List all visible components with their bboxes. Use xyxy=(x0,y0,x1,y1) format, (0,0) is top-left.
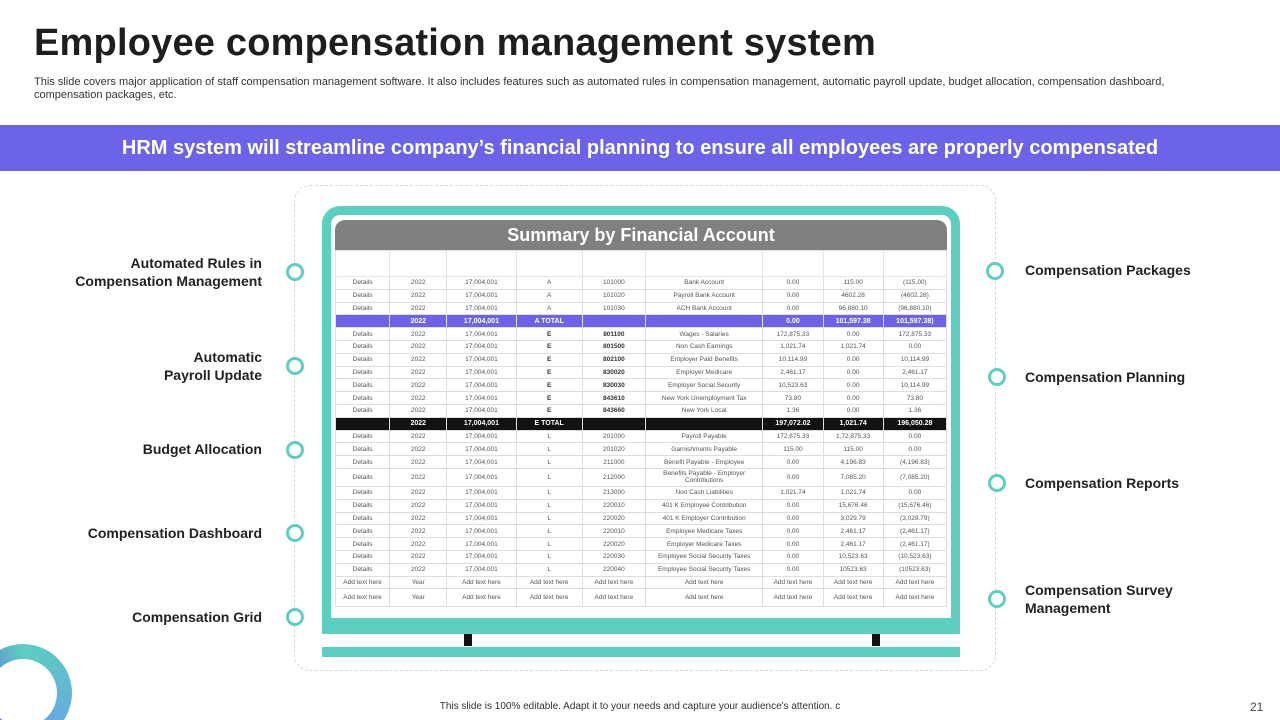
table-cell: 3,029.79 xyxy=(823,512,883,525)
table-cell: (2,461.17) xyxy=(883,538,946,551)
table-cell: 172,675.33 xyxy=(763,430,823,443)
table-cell: 2022 xyxy=(390,430,447,443)
table-cell: Details xyxy=(336,443,390,456)
table-cell: 0.00 xyxy=(823,328,883,341)
table-cell: 2022 xyxy=(390,289,447,302)
table-cell: 0.00 xyxy=(763,289,823,302)
table-cell: E xyxy=(516,328,582,341)
table-cell: E xyxy=(516,392,582,405)
table-cell: Add text here xyxy=(645,589,762,607)
spreadsheet-screen xyxy=(335,220,947,607)
table-cell: 2022 xyxy=(390,340,447,353)
table-cell: Add text here xyxy=(447,589,516,607)
table-cell: Wages - Salaries xyxy=(645,328,762,341)
table-header-cell xyxy=(645,251,762,277)
table-cell: 17,004,001 xyxy=(447,340,516,353)
table-header-cell xyxy=(336,251,390,277)
table-cell: 0.00 xyxy=(763,538,823,551)
table-header-cell xyxy=(582,251,645,277)
table-cell: 2022 xyxy=(390,563,447,576)
table-cell: Add text here xyxy=(336,589,390,607)
feature-dot-icon xyxy=(286,263,304,281)
table-cell: 0.00 xyxy=(763,315,823,328)
table-row xyxy=(336,302,947,315)
table-cell: Add text here xyxy=(336,576,390,589)
table-cell: L xyxy=(516,443,582,456)
table-cell: 220020 xyxy=(582,538,645,551)
table-cell: L xyxy=(516,468,582,486)
table-cell: 213000 xyxy=(582,486,645,499)
feature-automated-rules: Automated Rules in Compensation Management xyxy=(75,255,262,289)
table-cell: 2022 xyxy=(390,302,447,315)
table-row xyxy=(336,404,947,417)
table-cell: 2,461.17 xyxy=(823,525,883,538)
monitor-base xyxy=(322,647,960,657)
table-cell: Details xyxy=(336,486,390,499)
table-cell: Add text here xyxy=(516,589,582,607)
table-cell: L xyxy=(516,525,582,538)
table-cell: L xyxy=(516,538,582,551)
table-cell: Employee Social Security Taxes xyxy=(645,563,762,576)
table-cell: 196,050.28 xyxy=(883,417,946,430)
monitor-leg-left xyxy=(464,634,472,646)
table-cell: 2022 xyxy=(390,366,447,379)
table-cell: 2022 xyxy=(390,538,447,551)
monitor-display xyxy=(322,206,960,634)
table-cell: (2,461.17) xyxy=(883,525,946,538)
table-cell: Details xyxy=(336,289,390,302)
table-cell: Details xyxy=(336,353,390,366)
table-row xyxy=(336,525,947,538)
table-cell: Details xyxy=(336,563,390,576)
table-cell: 2022 xyxy=(390,456,447,469)
table-cell: 115.00 xyxy=(823,443,883,456)
table-row xyxy=(336,550,947,563)
feature-dot-icon xyxy=(986,262,1004,280)
table-cell: Details xyxy=(336,366,390,379)
page-number: 21 xyxy=(1250,700,1264,714)
table-cell: 17,004,001 xyxy=(447,486,516,499)
table-cell: 172,875.33 xyxy=(883,328,946,341)
table-cell xyxy=(336,315,390,328)
table-row xyxy=(336,589,947,607)
table-cell: 1,72,875.33 xyxy=(823,430,883,443)
feature-compensation-reports: Compensation Reports xyxy=(1025,475,1180,491)
table-cell: 802100 xyxy=(582,353,645,366)
table-cell: A xyxy=(516,289,582,302)
table-cell: Details xyxy=(336,430,390,443)
table-cell: Details xyxy=(336,277,390,290)
table-cell: 17,004,001 xyxy=(447,563,516,576)
table-cell: 17,004,001 xyxy=(447,468,516,486)
table-cell: (115.00) xyxy=(883,277,946,290)
table-cell: 10,523.63 xyxy=(823,550,883,563)
table-cell: Add text here xyxy=(883,589,946,607)
table-cell: 17,004,001 xyxy=(447,417,516,430)
table-cell: 0.00 xyxy=(823,379,883,392)
table-cell: 10,114.99 xyxy=(763,353,823,366)
table-row xyxy=(336,328,947,341)
table-cell: 101030 xyxy=(582,302,645,315)
table-cell: 96,880.10 xyxy=(823,302,883,315)
table-cell: Add text here xyxy=(447,576,516,589)
table-cell: 17,004,001 xyxy=(447,302,516,315)
table-cell: A xyxy=(516,302,582,315)
table-cell: Add text here xyxy=(763,589,823,607)
table-cell: (7,085.20) xyxy=(883,468,946,486)
table-cell: 212000 xyxy=(582,468,645,486)
table-cell: 17,004,001 xyxy=(447,538,516,551)
table-row xyxy=(336,538,947,551)
table-cell: Year xyxy=(390,576,447,589)
table-cell: 0.00 xyxy=(823,353,883,366)
table-cell: 211000 xyxy=(582,456,645,469)
table-cell: 17,004,001 xyxy=(447,512,516,525)
table-cell: 17,004,001 xyxy=(447,456,516,469)
table-cell: Details xyxy=(336,302,390,315)
table-row xyxy=(336,456,947,469)
table-cell: Details xyxy=(336,499,390,512)
table-cell: 1.36 xyxy=(763,404,823,417)
table-cell: 2022 xyxy=(390,379,447,392)
table-cell: 0.00 xyxy=(763,302,823,315)
table-row xyxy=(336,353,947,366)
footer-note: This slide is 100% editable. Adapt it to your needs and capture your audience's attention. c xyxy=(439,701,841,712)
feature-dot-icon xyxy=(988,590,1006,608)
table-cell xyxy=(645,315,762,328)
table-cell: Add text here xyxy=(516,576,582,589)
table-cell: E xyxy=(516,340,582,353)
table-cell: (10523.63) xyxy=(883,563,946,576)
table-cell: 17,004,001 xyxy=(447,443,516,456)
table-row xyxy=(336,443,947,456)
table-cell: Garnishments Payable xyxy=(645,443,762,456)
table-cell: 0.00 xyxy=(823,392,883,405)
table-cell: 17,004,001 xyxy=(447,499,516,512)
table-row xyxy=(336,379,947,392)
table-row xyxy=(336,366,947,379)
table-cell: Add text here xyxy=(823,576,883,589)
table-row xyxy=(336,392,947,405)
table-cell: Details xyxy=(336,512,390,525)
table-cell: 17,004,001 xyxy=(447,404,516,417)
slide-title: Employee compensation management system xyxy=(34,22,876,64)
table-cell: 10523.63 xyxy=(823,563,883,576)
table-cell: 2022 xyxy=(390,417,447,430)
table-cell: 2022 xyxy=(390,443,447,456)
table-cell: L xyxy=(516,499,582,512)
table-row xyxy=(336,277,947,290)
table-cell: Add text here xyxy=(823,589,883,607)
feature-dot-icon xyxy=(286,524,304,542)
table-cell: ACH Bank Account xyxy=(645,302,762,315)
table-cell: 17,004,001 xyxy=(447,550,516,563)
table-cell: 10,114.99 xyxy=(883,353,946,366)
table-cell: 0.00 xyxy=(763,563,823,576)
table-cell: L xyxy=(516,512,582,525)
table-cell: Details xyxy=(336,328,390,341)
table-cell: E xyxy=(516,379,582,392)
table-total-row xyxy=(336,417,947,430)
table-cell: Benefit Payable - Employee xyxy=(645,456,762,469)
table-row xyxy=(336,512,947,525)
table-cell: Details xyxy=(336,525,390,538)
table-cell: New York Unemployment Tax xyxy=(645,392,762,405)
table-cell: 830020 xyxy=(582,366,645,379)
feature-compensation-grid: Compensation Grid xyxy=(132,609,262,625)
table-cell: 2022 xyxy=(390,404,447,417)
table-cell: Bank Account xyxy=(645,277,762,290)
feature-dot-icon xyxy=(286,357,304,375)
table-cell: (4602.28) xyxy=(883,289,946,302)
feature-automatic-payroll-update: Automatic Payroll Update xyxy=(163,349,262,383)
table-cell: E xyxy=(516,353,582,366)
table-cell: 17,004,001 xyxy=(447,430,516,443)
banner-text: HRM system will streamline company’s financial planning to ensure all employees are properly compensated xyxy=(121,136,1159,159)
table-cell: 10,114.99 xyxy=(883,379,946,392)
table-cell: 0.00 xyxy=(763,550,823,563)
table-cell: Employee Social Security Taxes xyxy=(645,550,762,563)
feature-budget-allocation: Budget Allocation xyxy=(142,441,262,457)
table-cell: Details xyxy=(336,550,390,563)
table-cell: New York Local xyxy=(645,404,762,417)
table-cell: 843660 xyxy=(582,404,645,417)
table-cell: 801100 xyxy=(582,328,645,341)
table-cell: 115.00 xyxy=(823,277,883,290)
table-cell: Payroll Payable xyxy=(645,430,762,443)
table-cell: E xyxy=(516,404,582,417)
table-cell: 1,021.74 xyxy=(823,417,883,430)
table-cell: Payroll Bank Account xyxy=(645,289,762,302)
table-cell: 1,021.74 xyxy=(763,486,823,499)
table-cell: (15,676.46) xyxy=(883,499,946,512)
table-cell xyxy=(582,315,645,328)
table-cell: Employee Medicare Taxes xyxy=(645,525,762,538)
table-header-cell xyxy=(447,251,516,277)
table-header-cell xyxy=(823,251,883,277)
monitor-leg-right xyxy=(872,634,880,646)
table-cell: 1.36 xyxy=(883,404,946,417)
table-cell: 101,597.38) xyxy=(883,315,946,328)
table-cell: Year xyxy=(390,589,447,607)
table-cell: 0.00 xyxy=(823,404,883,417)
table-cell: 7,085.20 xyxy=(823,468,883,486)
table-cell: Details xyxy=(336,379,390,392)
table-cell: 2022 xyxy=(390,392,447,405)
table-cell: 17,004,001 xyxy=(447,289,516,302)
table-cell: (3,029.79) xyxy=(883,512,946,525)
table-cell xyxy=(582,417,645,430)
table-row xyxy=(336,499,947,512)
table-cell: 197,072.02 xyxy=(763,417,823,430)
table-cell: Details xyxy=(336,392,390,405)
table-cell: 73.80 xyxy=(883,392,946,405)
financial-summary-table xyxy=(335,250,947,607)
table-cell: 2022 xyxy=(390,353,447,366)
sheet-title: Summary by Financial Account xyxy=(335,220,947,250)
table-cell xyxy=(336,417,390,430)
table-cell: 830030 xyxy=(582,379,645,392)
table-cell: 1,021.74 xyxy=(823,486,883,499)
table-cell: 2,461.17 xyxy=(883,366,946,379)
table-cell: 1,021.74 xyxy=(823,340,883,353)
feature-dot-icon xyxy=(988,474,1006,492)
table-cell: 17,004,001 xyxy=(447,353,516,366)
table-cell: Add text here xyxy=(763,576,823,589)
table-cell: 101,597.38 xyxy=(823,315,883,328)
table-cell: Non Cash Earnings xyxy=(645,340,762,353)
table-cell: 2022 xyxy=(390,525,447,538)
table-cell: 843610 xyxy=(582,392,645,405)
table-cell: 220010 xyxy=(582,525,645,538)
table-cell: 2022 xyxy=(390,315,447,328)
table-row xyxy=(336,563,947,576)
table-cell: 17,004,001 xyxy=(447,366,516,379)
table-cell: 2022 xyxy=(390,512,447,525)
table-cell: 0.00 xyxy=(763,456,823,469)
slide-subtitle: This slide covers major application of staff compensation management software. It also includes features such as automated rules in compensation management, automatic payroll update, budget allocation, compensation dashboard, compensation packages, etc. xyxy=(34,76,1165,101)
table-cell: 101020 xyxy=(582,289,645,302)
table-cell: L xyxy=(516,456,582,469)
table-cell: 0.00 xyxy=(883,430,946,443)
table-cell: 220040 xyxy=(582,563,645,576)
table-cell: 201020 xyxy=(582,443,645,456)
table-row xyxy=(336,468,947,486)
table-cell: E xyxy=(516,366,582,379)
table-cell: 401 K Employer Contribution xyxy=(645,512,762,525)
table-cell: 2022 xyxy=(390,277,447,290)
table-cell: (96,880.10) xyxy=(883,302,946,315)
table-cell xyxy=(645,417,762,430)
table-cell: Details xyxy=(336,538,390,551)
monitor-bezel-bottom xyxy=(322,618,960,634)
table-row xyxy=(336,576,947,589)
feature-compensation-dashboard: Compensation Dashboard xyxy=(87,525,262,541)
table-cell: 0.00 xyxy=(883,443,946,456)
table-cell: 172,875.33 xyxy=(763,328,823,341)
table-cell: Employer Medicare Taxes xyxy=(645,538,762,551)
table-header-cell xyxy=(390,251,447,277)
table-cell: 10,523.63 xyxy=(763,379,823,392)
table-row xyxy=(336,289,947,302)
headline-banner xyxy=(0,125,1280,171)
feature-dot-icon xyxy=(988,368,1006,386)
feature-compensation-survey-management: Compensation Survey Management xyxy=(1025,582,1173,616)
feature-compensation-planning: Compensation Planning xyxy=(1025,369,1186,385)
table-total-row xyxy=(336,315,947,328)
table-cell: 2022 xyxy=(390,486,447,499)
table-cell: Add text here xyxy=(883,576,946,589)
table-cell: Benefits Payable - Employer Contributions xyxy=(645,468,762,486)
table-cell: 17,004,001 xyxy=(447,525,516,538)
table-cell: E TOTAL xyxy=(516,417,582,430)
table-cell: 0.00 xyxy=(763,512,823,525)
table-cell: 801500 xyxy=(582,340,645,353)
table-cell: 17,004,001 xyxy=(447,315,516,328)
table-cell: Employer Paid Benefits xyxy=(645,353,762,366)
table-cell: 201000 xyxy=(582,430,645,443)
table-cell: 2022 xyxy=(390,550,447,563)
table-cell: A TOTAL xyxy=(516,315,582,328)
feature-dot-icon xyxy=(286,608,304,626)
table-cell: 115.00 xyxy=(763,443,823,456)
table-cell: 2022 xyxy=(390,328,447,341)
table-cell: 4,196.83 xyxy=(823,456,883,469)
table-cell: Details xyxy=(336,404,390,417)
table-cell: 401 K Employee Contribution xyxy=(645,499,762,512)
table-cell: 17,004,001 xyxy=(447,392,516,405)
table-cell: Details xyxy=(336,340,390,353)
table-header-cell xyxy=(763,251,823,277)
table-row xyxy=(336,340,947,353)
table-cell: Employer Social Security xyxy=(645,379,762,392)
table-cell: 1,021.74 xyxy=(763,340,823,353)
feature-dot-icon xyxy=(286,441,304,459)
table-cell: 17,004,001 xyxy=(447,328,516,341)
table-cell: 0.00 xyxy=(883,486,946,499)
table-cell: 2,461.17 xyxy=(823,538,883,551)
table-cell: L xyxy=(516,550,582,563)
table-cell: 0.00 xyxy=(823,366,883,379)
table-cell: 220020 xyxy=(582,512,645,525)
table-cell: L xyxy=(516,486,582,499)
table-cell: A xyxy=(516,277,582,290)
table-cell: 0.00 xyxy=(763,468,823,486)
table-cell: 15,676.46 xyxy=(823,499,883,512)
table-header-cell xyxy=(516,251,582,277)
table-cell: 101000 xyxy=(582,277,645,290)
table-cell: 17,004,001 xyxy=(447,277,516,290)
table-cell: 0.00 xyxy=(883,340,946,353)
table-cell: Add text here xyxy=(582,576,645,589)
table-row xyxy=(336,486,947,499)
table-cell: Details xyxy=(336,456,390,469)
table-cell: 220030 xyxy=(582,550,645,563)
table-header-cell xyxy=(883,251,946,277)
table-cell: (4,196.83) xyxy=(883,456,946,469)
table-cell: L xyxy=(516,430,582,443)
table-cell: Details xyxy=(336,468,390,486)
table-cell: 0.00 xyxy=(763,277,823,290)
table-row xyxy=(336,430,947,443)
table-cell: 17,004,001 xyxy=(447,379,516,392)
table-cell: 2,461.17 xyxy=(763,366,823,379)
table-cell: 4602.28 xyxy=(823,289,883,302)
table-header-row xyxy=(336,251,947,277)
feature-compensation-packages: Compensation Packages xyxy=(1025,262,1191,278)
table-cell: Employer Medicare xyxy=(645,366,762,379)
table-cell: 2022 xyxy=(390,468,447,486)
table-cell: Non Cash Liabilities xyxy=(645,486,762,499)
table-cell: L xyxy=(516,563,582,576)
table-cell: Add text here xyxy=(645,576,762,589)
table-cell: Add text here xyxy=(582,589,645,607)
table-cell: 73.80 xyxy=(763,392,823,405)
table-cell: 0.00 xyxy=(763,499,823,512)
table-cell: (10,523.63) xyxy=(883,550,946,563)
table-cell: 0.00 xyxy=(763,525,823,538)
table-cell: 220010 xyxy=(582,499,645,512)
table-cell: 2022 xyxy=(390,499,447,512)
